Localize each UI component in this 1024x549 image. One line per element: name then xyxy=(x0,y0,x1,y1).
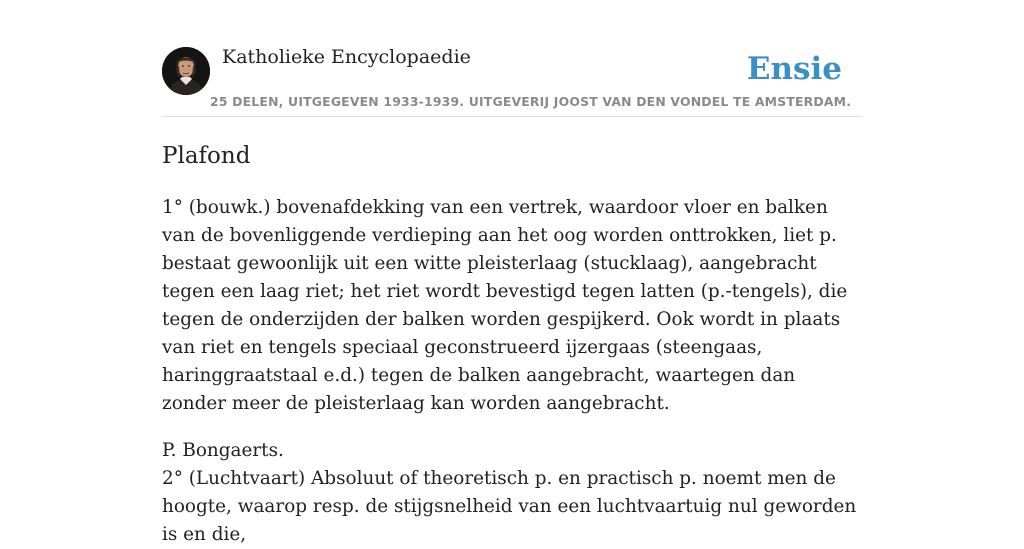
article-paragraph-text: 2° (Luchtvaart) Absoluut of theoretisch p. en practisch p. noemt men de hoogte, waarop resp. de stijgsnelheid van een luchtvaartuig nul geworden is en die, xyxy=(162,468,857,545)
article-paragraph-2 xyxy=(162,437,862,549)
ensie-logo[interactable]: Ensie xyxy=(746,51,842,87)
source-subtitle: 25 DELEN, UITGEGEVEN 1933-1939. UITGEVERIJ JOOST VAN DEN VONDEL TE AMSTERDAM. xyxy=(210,94,852,109)
source-title[interactable]: Katholieke Encyclopaedie xyxy=(222,46,471,68)
author-name: P. Bongaerts. xyxy=(162,440,284,461)
source-avatar[interactable] xyxy=(162,47,210,95)
portrait-icon xyxy=(162,47,210,95)
article-paragraph: 1° (bouwk.) bovenafdekking van een vertrek, waardoor vloer en balken van de bovenliggende verdieping aan het oog worden onttrokken, liet p. bestaat gewoonlijk uit een witte pleisterlaag (stucklaag), aangebracht tegen een laag riet; het riet wordt bevestigd tegen latten (p.-tengels), die tegen de onderzijden der balken worden gespijkerd. Ook wordt in plaats van riet en tengels speciaal geconstrueerd ijzergaas (steengaas, haringgraatstaal e.d.) tegen de balken aangebracht, waartegen dan zonder meer de pleisterlaag kan worden aangebracht. xyxy=(162,197,848,414)
page-container xyxy=(162,0,862,549)
article-title: Plafond xyxy=(162,143,251,169)
source-header xyxy=(162,0,862,117)
